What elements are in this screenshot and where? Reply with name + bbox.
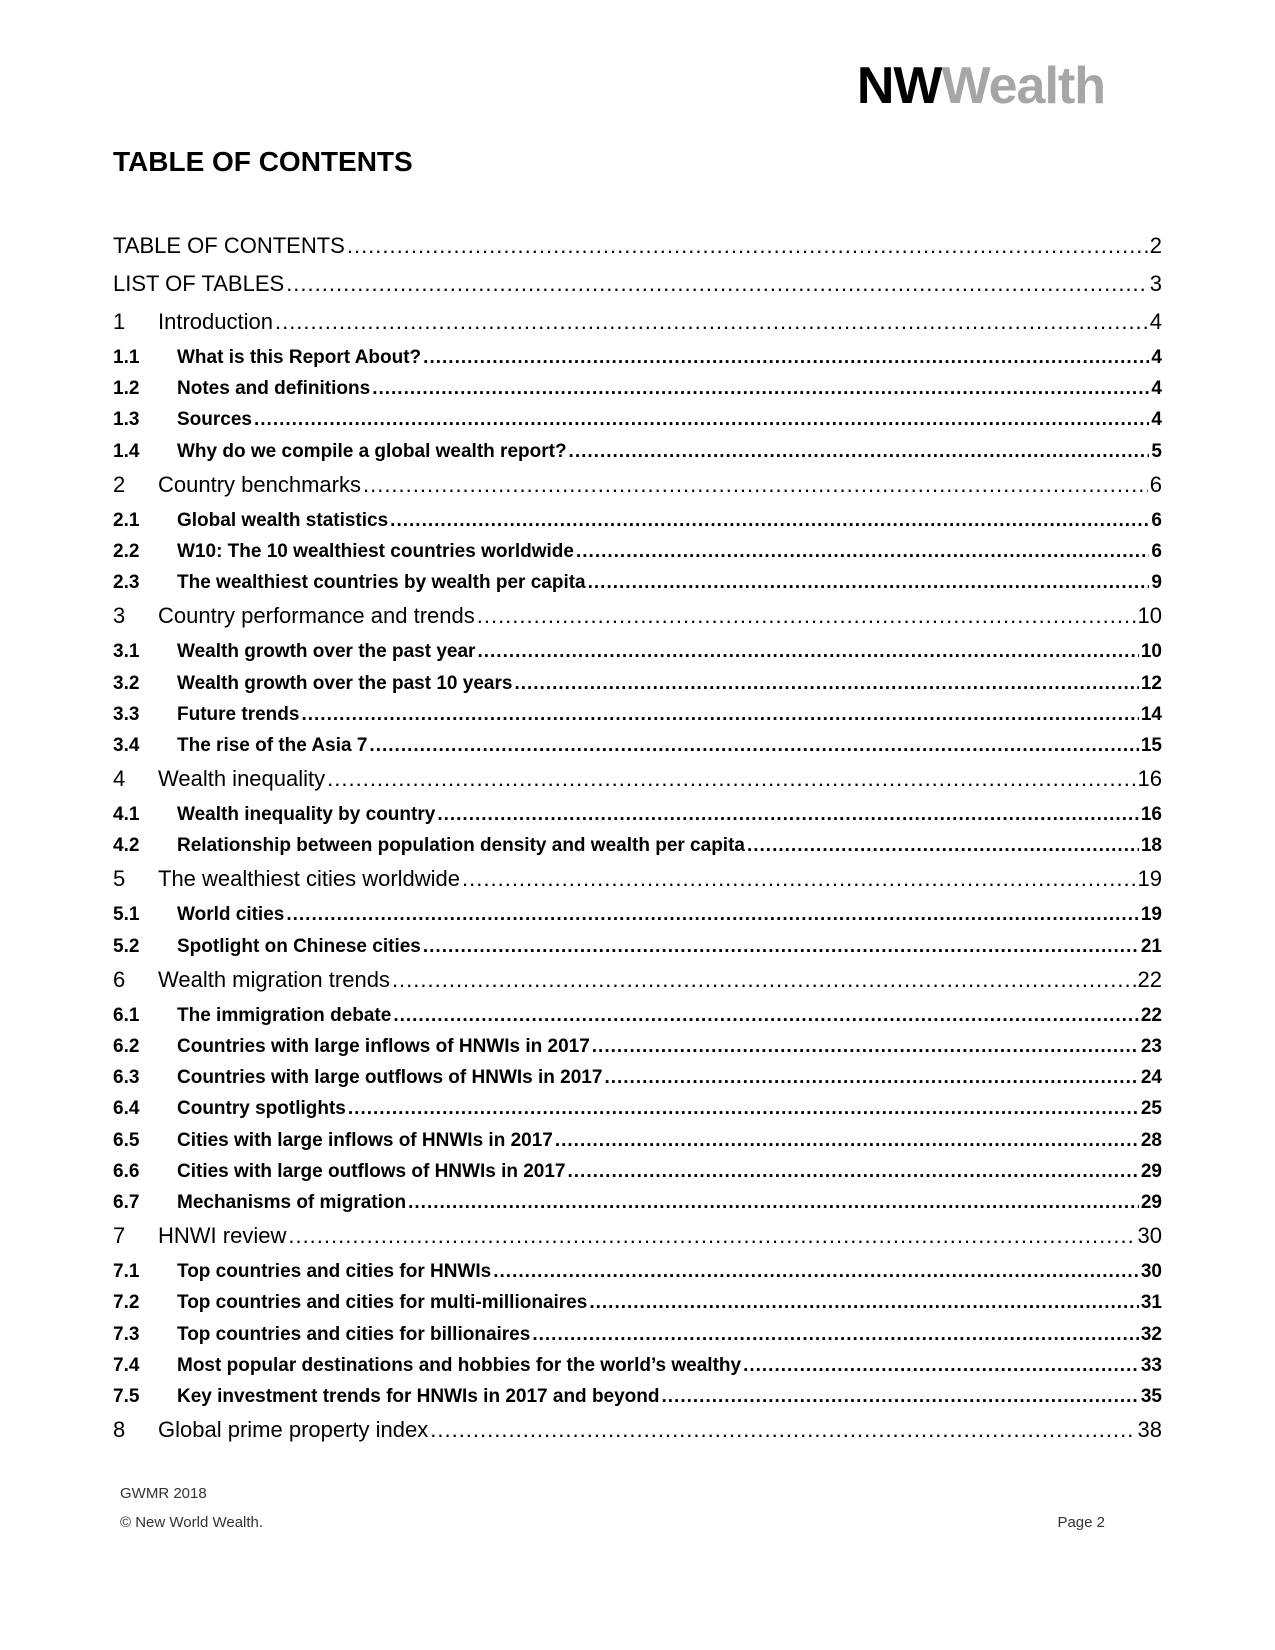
toc-entry[interactable] [113, 1098, 1162, 1129]
toc-entry-label[interactable]: Country spotlights [177, 1098, 346, 1120]
toc-dot-leader [327, 766, 1135, 792]
toc-entry-label[interactable]: Countries with large inflows of HNWIs in 2017 [177, 1036, 590, 1057]
toc-entry[interactable] [113, 673, 1162, 704]
toc-dot-leader [286, 904, 1139, 926]
toc-dot-leader [588, 572, 1150, 594]
toc-entry-label[interactable]: Future trends [177, 703, 300, 725]
toc-entry[interactable] [113, 510, 1162, 541]
toc-entry[interactable] [113, 1324, 1162, 1355]
toc-dot-leader [569, 441, 1150, 463]
toc-entry-label[interactable]: HNWI review [158, 1223, 287, 1249]
toc-entry-label[interactable]: Global prime property index [158, 1417, 429, 1443]
toc-entry-page[interactable]: 24 [1140, 1067, 1162, 1089]
toc-entry[interactable] [113, 904, 1162, 935]
toc-entry[interactable] [113, 1292, 1162, 1323]
toc-entry-label[interactable]: Wealth growth over the past year [177, 641, 476, 663]
toc-entry[interactable] [113, 804, 1162, 835]
toc-entry[interactable] [113, 1130, 1162, 1161]
toc-entry[interactable] [113, 766, 1162, 804]
toc-dot-leader [589, 1292, 1139, 1314]
toc-entry-number: 7.5 [113, 1385, 140, 1407]
toc-entry-page[interactable]: 6 [1149, 471, 1162, 497]
toc-entry-number: 7.3 [113, 1323, 140, 1345]
toc-entry-label[interactable]: Global wealth statistics [177, 509, 389, 531]
toc-entry-page[interactable]: 4 [1149, 309, 1162, 334]
toc-entry-number: 1 [113, 309, 126, 334]
toc-entry-page[interactable]: 23 [1140, 1036, 1162, 1057]
toc-entry-label[interactable]: Relationship between population density and wealth per capita [177, 835, 745, 857]
toc-entry-page[interactable]: 4 [1151, 409, 1162, 431]
toc-entry[interactable] [113, 1386, 1162, 1417]
toc-entry-number: 2.1 [113, 509, 140, 531]
toc-dot-leader [369, 735, 1138, 757]
toc-entry[interactable] [113, 735, 1162, 766]
toc-entry-page[interactable]: 3 [1149, 271, 1162, 296]
toc-entry-page[interactable]: 38 [1137, 1417, 1162, 1443]
toc-entry-label[interactable]: Why do we compile a global wealth report? [177, 440, 567, 462]
toc-entry-label[interactable]: Top countries and cities for multi-millionaires [177, 1292, 588, 1314]
toc-entry-page[interactable]: 19 [1137, 866, 1162, 892]
toc-entry-number: 3 [113, 603, 126, 629]
toc-entry[interactable] [113, 472, 1162, 510]
toc-dot-leader [393, 1005, 1139, 1027]
toc-entry-page[interactable]: 14 [1140, 703, 1162, 725]
toc-entry-number: 4.2 [113, 835, 140, 857]
toc-entry-label[interactable]: Wealth inequality by country [177, 804, 436, 826]
toc-entry[interactable] [113, 1067, 1162, 1098]
toc-entry-number: 6.5 [113, 1129, 140, 1151]
toc-entry-number: 7.1 [113, 1261, 140, 1283]
toc-entry-number: 6.6 [113, 1160, 140, 1182]
toc-dot-leader [462, 866, 1135, 892]
toc-entry-label[interactable]: The wealthiest countries by wealth per capita [177, 572, 586, 594]
toc-entry-page[interactable]: 16 [1140, 804, 1162, 826]
toc-dot-leader [477, 641, 1138, 663]
toc-entry[interactable] [113, 1417, 1162, 1455]
footer-copyright: © New World Wealth. [120, 1514, 264, 1531]
toc-entry-label[interactable]: Wealth growth over the past 10 years [177, 672, 513, 694]
toc-dot-leader [392, 967, 1136, 993]
toc-entry-number: 1.3 [113, 409, 140, 431]
toc-entry-number: 1.1 [113, 347, 140, 368]
toc-entry-number: 5 [113, 866, 126, 892]
toc-entry-label[interactable]: Cities with large outflows of HNWIs in 2017 [177, 1160, 566, 1182]
toc-entry-number: 4 [113, 766, 126, 792]
toc-entry-page[interactable]: 29 [1140, 1160, 1162, 1182]
toc-entry-number: 2 [113, 471, 126, 497]
toc-entry-label[interactable]: Key investment trends for HNWIs in 2017 and beyond [177, 1385, 660, 1407]
toc-entry[interactable] [113, 1161, 1162, 1192]
toc-entry-page[interactable]: 2 [1149, 233, 1162, 258]
toc-dot-leader [743, 1355, 1139, 1377]
toc-entry[interactable] [113, 541, 1162, 572]
toc-dot-leader [286, 271, 1148, 297]
toc-entry-page[interactable]: 10 [1137, 603, 1162, 629]
toc-entry-label[interactable]: Notes and definitions [177, 378, 371, 400]
toc-dot-leader [555, 1130, 1139, 1152]
toc-entry-label[interactable]: Mechanisms of migration [177, 1191, 407, 1213]
toc-dot-leader [348, 1098, 1139, 1120]
toc-entry-page[interactable]: 4 [1151, 347, 1162, 368]
toc-entry-label[interactable]: Countries with large outflows of HNWIs in 2017 [177, 1067, 603, 1089]
toc-dot-leader [747, 835, 1139, 857]
toc-entry-number: 7.4 [113, 1354, 140, 1376]
toc-entry[interactable] [113, 1005, 1162, 1036]
toc-entry-page[interactable]: 6 [1151, 509, 1162, 531]
toc-dot-leader [662, 1386, 1139, 1408]
toc-entry-number: 6.3 [113, 1067, 140, 1089]
toc-dot-leader [372, 378, 1149, 400]
toc-entry[interactable] [113, 835, 1162, 866]
toc-entry-number: 7.2 [113, 1292, 140, 1314]
toc-entry-number: 2.3 [113, 572, 140, 594]
toc-entry-number: 7 [113, 1223, 126, 1249]
toc-entry[interactable] [113, 1036, 1162, 1067]
toc-entry-label[interactable]: Introduction [158, 309, 273, 334]
toc-entry-label[interactable]: The wealthiest cities worldwide [158, 866, 461, 892]
toc-entry-number: 6.1 [113, 1004, 140, 1026]
toc-entry-number: 3.4 [113, 734, 140, 756]
toc-entry-label[interactable]: TABLE OF CONTENTS [113, 233, 345, 258]
toc-entry-page[interactable]: 31 [1140, 1292, 1162, 1314]
toc-dot-leader [423, 347, 1149, 369]
toc-dot-leader [363, 472, 1148, 498]
toc-entry-page[interactable]: 18 [1140, 835, 1162, 857]
toc-entry-number: 2.2 [113, 540, 140, 562]
toc-entry-page[interactable]: 29 [1140, 1191, 1162, 1213]
toc-entry[interactable] [113, 572, 1162, 603]
toc-dot-leader [477, 603, 1136, 629]
toc-entry-label[interactable]: Country benchmarks [158, 471, 361, 497]
toc-entry-number: 6.4 [113, 1098, 140, 1120]
footer-page-number: Page 2 [1057, 1514, 1105, 1531]
toc-entry-label[interactable]: The immigration debate [177, 1004, 392, 1026]
toc-entry[interactable] [113, 1355, 1162, 1386]
toc-entry-page[interactable]: 12 [1140, 672, 1162, 694]
toc-entry-label[interactable]: Sources [177, 409, 252, 431]
logo-wealth: Wealth [941, 57, 1105, 115]
toc-entry-page[interactable]: 5 [1151, 440, 1162, 462]
toc-entry-page[interactable]: 25 [1140, 1098, 1162, 1120]
toc-entry-label[interactable]: Wealth inequality [158, 766, 326, 792]
toc-entry-number: 5.2 [113, 935, 140, 957]
toc-dot-leader [254, 409, 1149, 431]
nwwealth-logo [856, 57, 1105, 115]
toc-dot-leader [423, 936, 1139, 958]
toc-entry[interactable] [113, 233, 1162, 271]
toc-entry-label[interactable]: What is this Report About? [177, 347, 422, 368]
toc-entry[interactable] [113, 1223, 1162, 1261]
toc-entry-label[interactable]: Cities with large inflows of HNWIs in 2017 [177, 1129, 553, 1151]
toc-entry[interactable] [113, 309, 1162, 347]
toc-entry-number: 6.2 [113, 1036, 140, 1057]
toc-entry[interactable] [113, 1192, 1162, 1223]
toc-entry-page[interactable]: 33 [1140, 1354, 1162, 1376]
logo-nw: NW [856, 57, 942, 115]
toc-entry-page[interactable]: 9 [1151, 572, 1162, 594]
toc-dot-leader [430, 1417, 1135, 1443]
toc-entry-page[interactable]: 22 [1137, 966, 1162, 992]
toc-entry-page[interactable]: 32 [1140, 1323, 1162, 1345]
toc-dot-leader [493, 1261, 1139, 1283]
toc-dot-leader [347, 233, 1148, 259]
toc-entry-number: 1.2 [113, 378, 140, 400]
toc-entry-number: 4.1 [113, 804, 140, 826]
toc-entry-number: 3.1 [113, 641, 140, 663]
toc-dot-leader [301, 704, 1138, 726]
toc-entry-number: 6.7 [113, 1191, 140, 1213]
toc-entry[interactable] [113, 936, 1162, 967]
toc-dot-leader [604, 1067, 1138, 1089]
toc-entry-number: 5.1 [113, 904, 140, 926]
toc-entry[interactable] [113, 378, 1162, 409]
toc-entry-page[interactable]: 22 [1140, 1004, 1162, 1026]
toc-dot-leader [288, 1223, 1135, 1249]
toc-dot-leader [532, 1324, 1139, 1346]
toc-entry-page[interactable]: 10 [1140, 641, 1162, 663]
toc-dot-leader [568, 1161, 1139, 1183]
toc-dot-leader [390, 510, 1149, 532]
toc-entry-page[interactable]: 15 [1140, 734, 1162, 756]
toc-entry-label[interactable]: Top countries and cities for HNWIs [177, 1261, 492, 1283]
toc-entry[interactable] [113, 866, 1162, 904]
page-title: TABLE OF CONTENTS [113, 146, 413, 177]
toc-entry-label[interactable]: LIST OF TABLES [113, 271, 285, 296]
toc-entry-label[interactable]: Top countries and cities for billionaires [177, 1323, 531, 1345]
toc-entry-number: 3.3 [113, 703, 140, 725]
toc-entry-label[interactable]: The rise of the Asia 7 [177, 734, 368, 756]
toc-entry-label[interactable]: Spotlight on Chinese cities [177, 935, 421, 957]
toc-entry-page[interactable]: 28 [1140, 1129, 1162, 1151]
toc-entry[interactable] [113, 603, 1162, 641]
toc-entry-page[interactable]: 30 [1137, 1223, 1162, 1249]
toc-entry[interactable] [113, 704, 1162, 735]
toc-entry-page[interactable]: 16 [1137, 766, 1162, 792]
table-of-contents [113, 233, 1162, 1455]
toc-entry[interactable] [113, 967, 1162, 1005]
toc-entry-label[interactable]: Country performance and trends [158, 603, 475, 629]
footer-report-code: GWMR 2018 [120, 1485, 207, 1502]
toc-entry-number: 1.4 [113, 440, 140, 462]
toc-entry-label[interactable]: W10: The 10 wealthiest countries worldwide [177, 540, 574, 562]
toc-entry-page[interactable]: 35 [1140, 1385, 1162, 1407]
toc-entry[interactable] [113, 271, 1162, 309]
toc-dot-leader [592, 1036, 1139, 1058]
toc-entry-label[interactable]: Most popular destinations and hobbies for the world’s wealthy [177, 1354, 742, 1376]
toc-entry-number: 3.2 [113, 672, 140, 694]
toc-dot-leader [514, 673, 1138, 695]
toc-entry-page[interactable]: 4 [1151, 378, 1162, 400]
toc-entry[interactable] [113, 1261, 1162, 1292]
toc-entry-number: 6 [113, 966, 126, 992]
toc-entry-page[interactable]: 19 [1140, 904, 1162, 926]
toc-entry-number: 8 [113, 1417, 126, 1443]
toc-dot-leader [275, 309, 1148, 335]
toc-entry[interactable] [113, 409, 1162, 440]
toc-entry[interactable] [113, 641, 1162, 672]
toc-entry-page[interactable]: 21 [1140, 935, 1162, 957]
toc-entry-label[interactable]: Wealth migration trends [158, 966, 390, 992]
toc-dot-leader [576, 541, 1149, 563]
toc-entry-label[interactable]: World cities [177, 904, 285, 926]
toc-dot-leader [437, 804, 1139, 826]
toc-entry[interactable] [113, 347, 1162, 378]
toc-dot-leader [408, 1192, 1139, 1214]
toc-entry-page[interactable]: 30 [1140, 1261, 1162, 1283]
toc-entry[interactable] [113, 441, 1162, 472]
toc-entry-page[interactable]: 6 [1151, 540, 1162, 562]
